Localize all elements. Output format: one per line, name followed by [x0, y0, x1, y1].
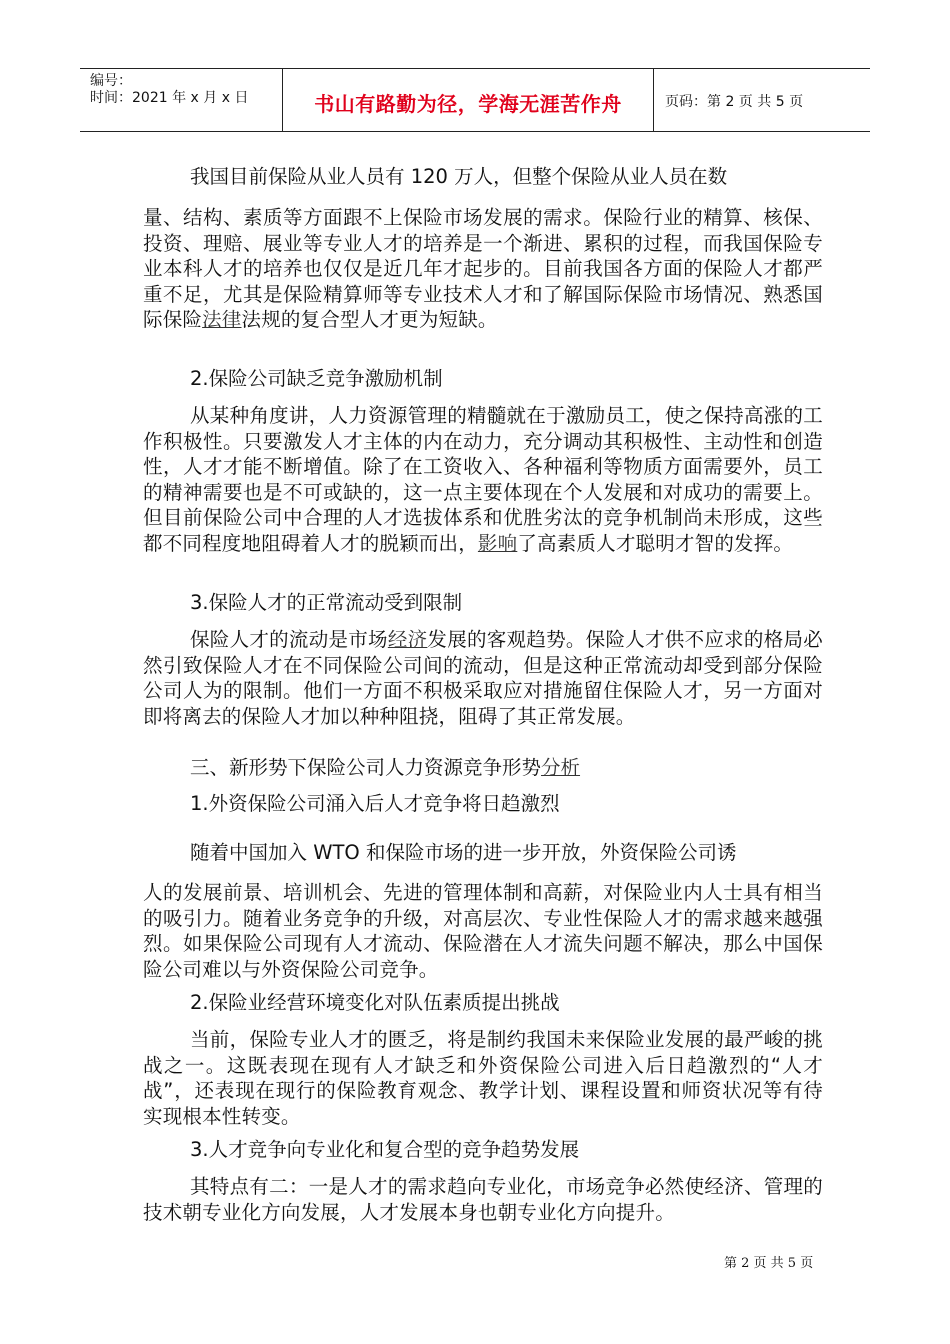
link-law[interactable]: 法律	[202, 308, 242, 332]
header-motto-cell	[282, 69, 654, 131]
paragraph-mobility	[143, 627, 823, 729]
header-motto: 书山有路勤为径，学海无涯苦作舟	[314, 92, 622, 116]
page-header	[80, 68, 870, 132]
paragraph-specialization: 其特点有二：一是人才的需求趋向专业化，市场竞争必然使经济、管理的技术朝专业化方向发展，人才发展本身也朝专业化方向提升。	[143, 1175, 823, 1224]
subheading-foreign-competition: 1.外资保险公司涌入后人才竞争将日趋激烈	[190, 792, 560, 815]
paragraph-text: 法规的复合型人才更为短缺。	[241, 308, 498, 332]
section-heading-three	[190, 755, 580, 781]
page-footer: 第 2 页 共 5 页	[724, 1256, 814, 1271]
paragraph-wto-continued: 人的发展前景、培训机会、先进的管理体制和高薪，对保险业内人士具有相当的吸引力。随着业务竞争的升级，对高层次、专业性保险人才的需求越来越强烈。如果保险公司现有人才流动、保险潜在人才流失问题不解决，那么中国保险公司难以与外资保险公司竞争。	[143, 881, 823, 981]
paragraph-intro-lead: 我国目前保险从业人员有 120 万人，但整个保险从业人员在数	[190, 165, 728, 188]
header-meta-cell	[80, 69, 282, 131]
paragraph-environment: 当前，保险专业人才的匮乏，将是制约我国未来保险业发展的最严峻的挑战之一。这既表现在现有人才缺乏和外资保险公司进入后日趋激烈的“人才战”，还表现在现行的保险教育观念、教学计划、课程设置和师资状况等有待实现根本性转变。	[143, 1028, 823, 1128]
paragraph-incentive	[143, 403, 823, 557]
document-date-label: 时间：2021 年 x 月 x 日	[90, 90, 249, 106]
header-page-number: 页码：第 2 页 共 5 页	[665, 94, 804, 110]
subheading-incentive: 2.保险公司缺乏竞争激励机制	[190, 367, 443, 390]
header-page-cell	[653, 69, 870, 131]
link-influence[interactable]: 影响	[477, 531, 518, 555]
paragraph-text: 从某种角度讲，人力资源管理的精髓就在于激励员工，使之保持高涨的工作积极性。只要激发人才主体的内在动力，充分调动其积极性、主动性和创造性，人才才能不断增值。除了在工资收入、各种福利等物质方面需要外，员工的精神需要也是不可或缺的，这一点主要体现在个人发展和对成功的需要上。但目前保险公司中合理的人才选拔体系和优胜劣汰的竞争机制尚未形成，这些都不同程度地阻碍着人才的脱颖而出，	[143, 404, 823, 555]
document-number-label: 编号：	[90, 73, 132, 89]
paragraph-text: 了高素质人才聪明才智的发挥。	[517, 531, 794, 555]
paragraph-text: 保险人才的流动是市场	[190, 628, 388, 651]
paragraph-text: 发展的客观趋势。保险人才供不应求的格局必然引致保险人才在不同保险公司间的流动，但是这种正常流动却受到部分保险公司人为的限制。他们一方面不积极采取应对措施留住保险人才，另一方面对即将离去的保险人才加以种种阻挠，阻碍了其正常发展。	[143, 628, 823, 728]
subheading-mobility: 3.保险人才的正常流动受到限制	[190, 591, 463, 614]
subheading-environment: 2.保险业经营环境变化对队伍素质提出挑战	[190, 991, 560, 1014]
link-economy[interactable]: 经济	[387, 628, 428, 651]
link-analysis[interactable]: 分析	[541, 756, 581, 779]
subheading-specialization: 3.人才竞争向专业化和复合型的竞争趋势发展	[190, 1138, 580, 1161]
paragraph-intro-continued	[143, 205, 823, 333]
section-heading-text: 三、新形势下保险公司人力资源竞争形势	[190, 756, 542, 779]
paragraph-wto-lead: 随着中国加入 WTO 和保险市场的进一步开放，外资保险公司诱	[190, 841, 737, 864]
paragraph-text: 量、结构、素质等方面跟不上保险市场发展的需求。保险行业的精算、核保、投资、理赔、展业等专业人才的培养是一个渐进、累积的过程，而我国保险专业本科人才的培养也仅仅是近几年才起步的。目前我国各方面的保险人才都严重不足，尤其是保险精算师等专业技术人才和了解国际保险市场情况、熟悉国际保险	[143, 206, 823, 332]
